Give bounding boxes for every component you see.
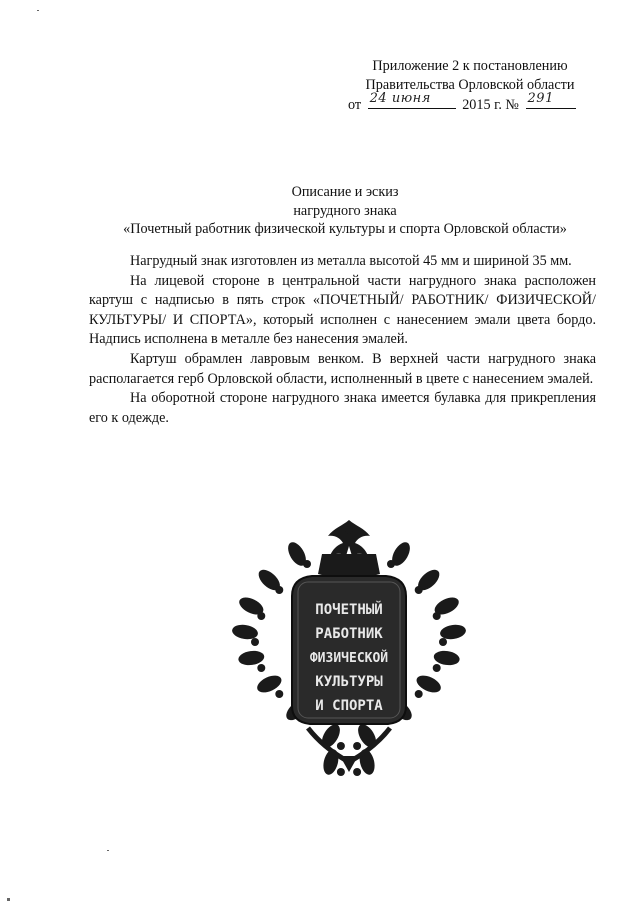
year-number-label: 2015 г. №: [462, 97, 519, 113]
title-line-1: Описание и эскиз: [291, 184, 399, 200]
paragraph-size: Нагрудный знак изготовлен из металла высотой 45 мм и шириной 35 мм.: [130, 253, 572, 269]
laurel-berry: [353, 742, 361, 750]
inscription-line: КУЛЬТУРЫ: [315, 674, 383, 690]
badge-inscription: [310, 601, 388, 714]
badge-image: [222, 516, 476, 776]
laurel-berry: [433, 612, 441, 620]
appendix-line-1: Приложение 2 к постановлению: [372, 58, 568, 74]
laurel-berry: [415, 690, 423, 698]
decree-date-line: [340, 91, 600, 115]
title-line-3: «Почетный работник физической культуры и спорта Орловской области»: [123, 221, 567, 237]
paragraph-back-side: На оборотной стороне нагрудного знака имеется булавка для прикрепления его к одежде.: [89, 390, 596, 426]
laurel-berry: [433, 664, 441, 672]
scan-mark: [107, 850, 109, 851]
laurel-berry: [275, 586, 283, 594]
badge-sketch: [222, 516, 476, 776]
scan-mark: [7, 898, 10, 901]
appendix-line-2: Правительства Орловской области: [365, 76, 575, 93]
laurel-berry: [303, 560, 311, 568]
paragraph-front-side: На лицевой стороне в центральной части нагрудного знака расположен картуш с надписью в пять строк «ПОЧЕТНЫЙ/ РАБОТНИК/ ФИЗИЧЕСКОЙ/ КУЛЬТУРЫ/ И СПОРТА», который исполнен с нанесением эмали цвета бордо. Надпись исполнена в металле без нанесения эмалей.: [89, 272, 596, 348]
laurel-berry: [275, 690, 283, 698]
laurel-berry: [251, 638, 259, 646]
laurel-berry: [387, 560, 395, 568]
title-line-2: нагрудного знака: [293, 202, 397, 219]
inscription-line: ФИЗИЧЕСКОЙ: [309, 651, 389, 666]
laurel-berry: [257, 612, 265, 620]
laurel-berry: [353, 768, 361, 776]
paragraph-wreath: Картуш обрамлен лавровым венком. В верхней части нагрудного знака располагается герб Орловской области, исполненный в цвете с нанесением эмалей.: [89, 350, 596, 387]
description-body: [89, 252, 596, 428]
handwritten-date: 24 июня: [369, 91, 431, 106]
date-underline: [368, 91, 456, 109]
coat-of-arms: [318, 520, 380, 582]
date-prefix: от: [348, 97, 362, 113]
appendix-header: [340, 57, 600, 115]
inscription-line: ПОЧЕТНЫЙ: [315, 602, 383, 618]
number-underline: [526, 91, 576, 109]
inscription-line: РАБОТНИК: [315, 626, 383, 642]
handwritten-number: 291: [527, 91, 554, 106]
document-title: [60, 183, 630, 239]
laurel-berry: [337, 742, 345, 750]
laurel-berry: [337, 768, 345, 776]
laurel-berry: [257, 664, 265, 672]
laurel-berry: [415, 586, 423, 594]
laurel-berry: [439, 638, 447, 646]
scan-mark: [37, 10, 39, 11]
inscription-line: И СПОРТА: [315, 698, 383, 714]
